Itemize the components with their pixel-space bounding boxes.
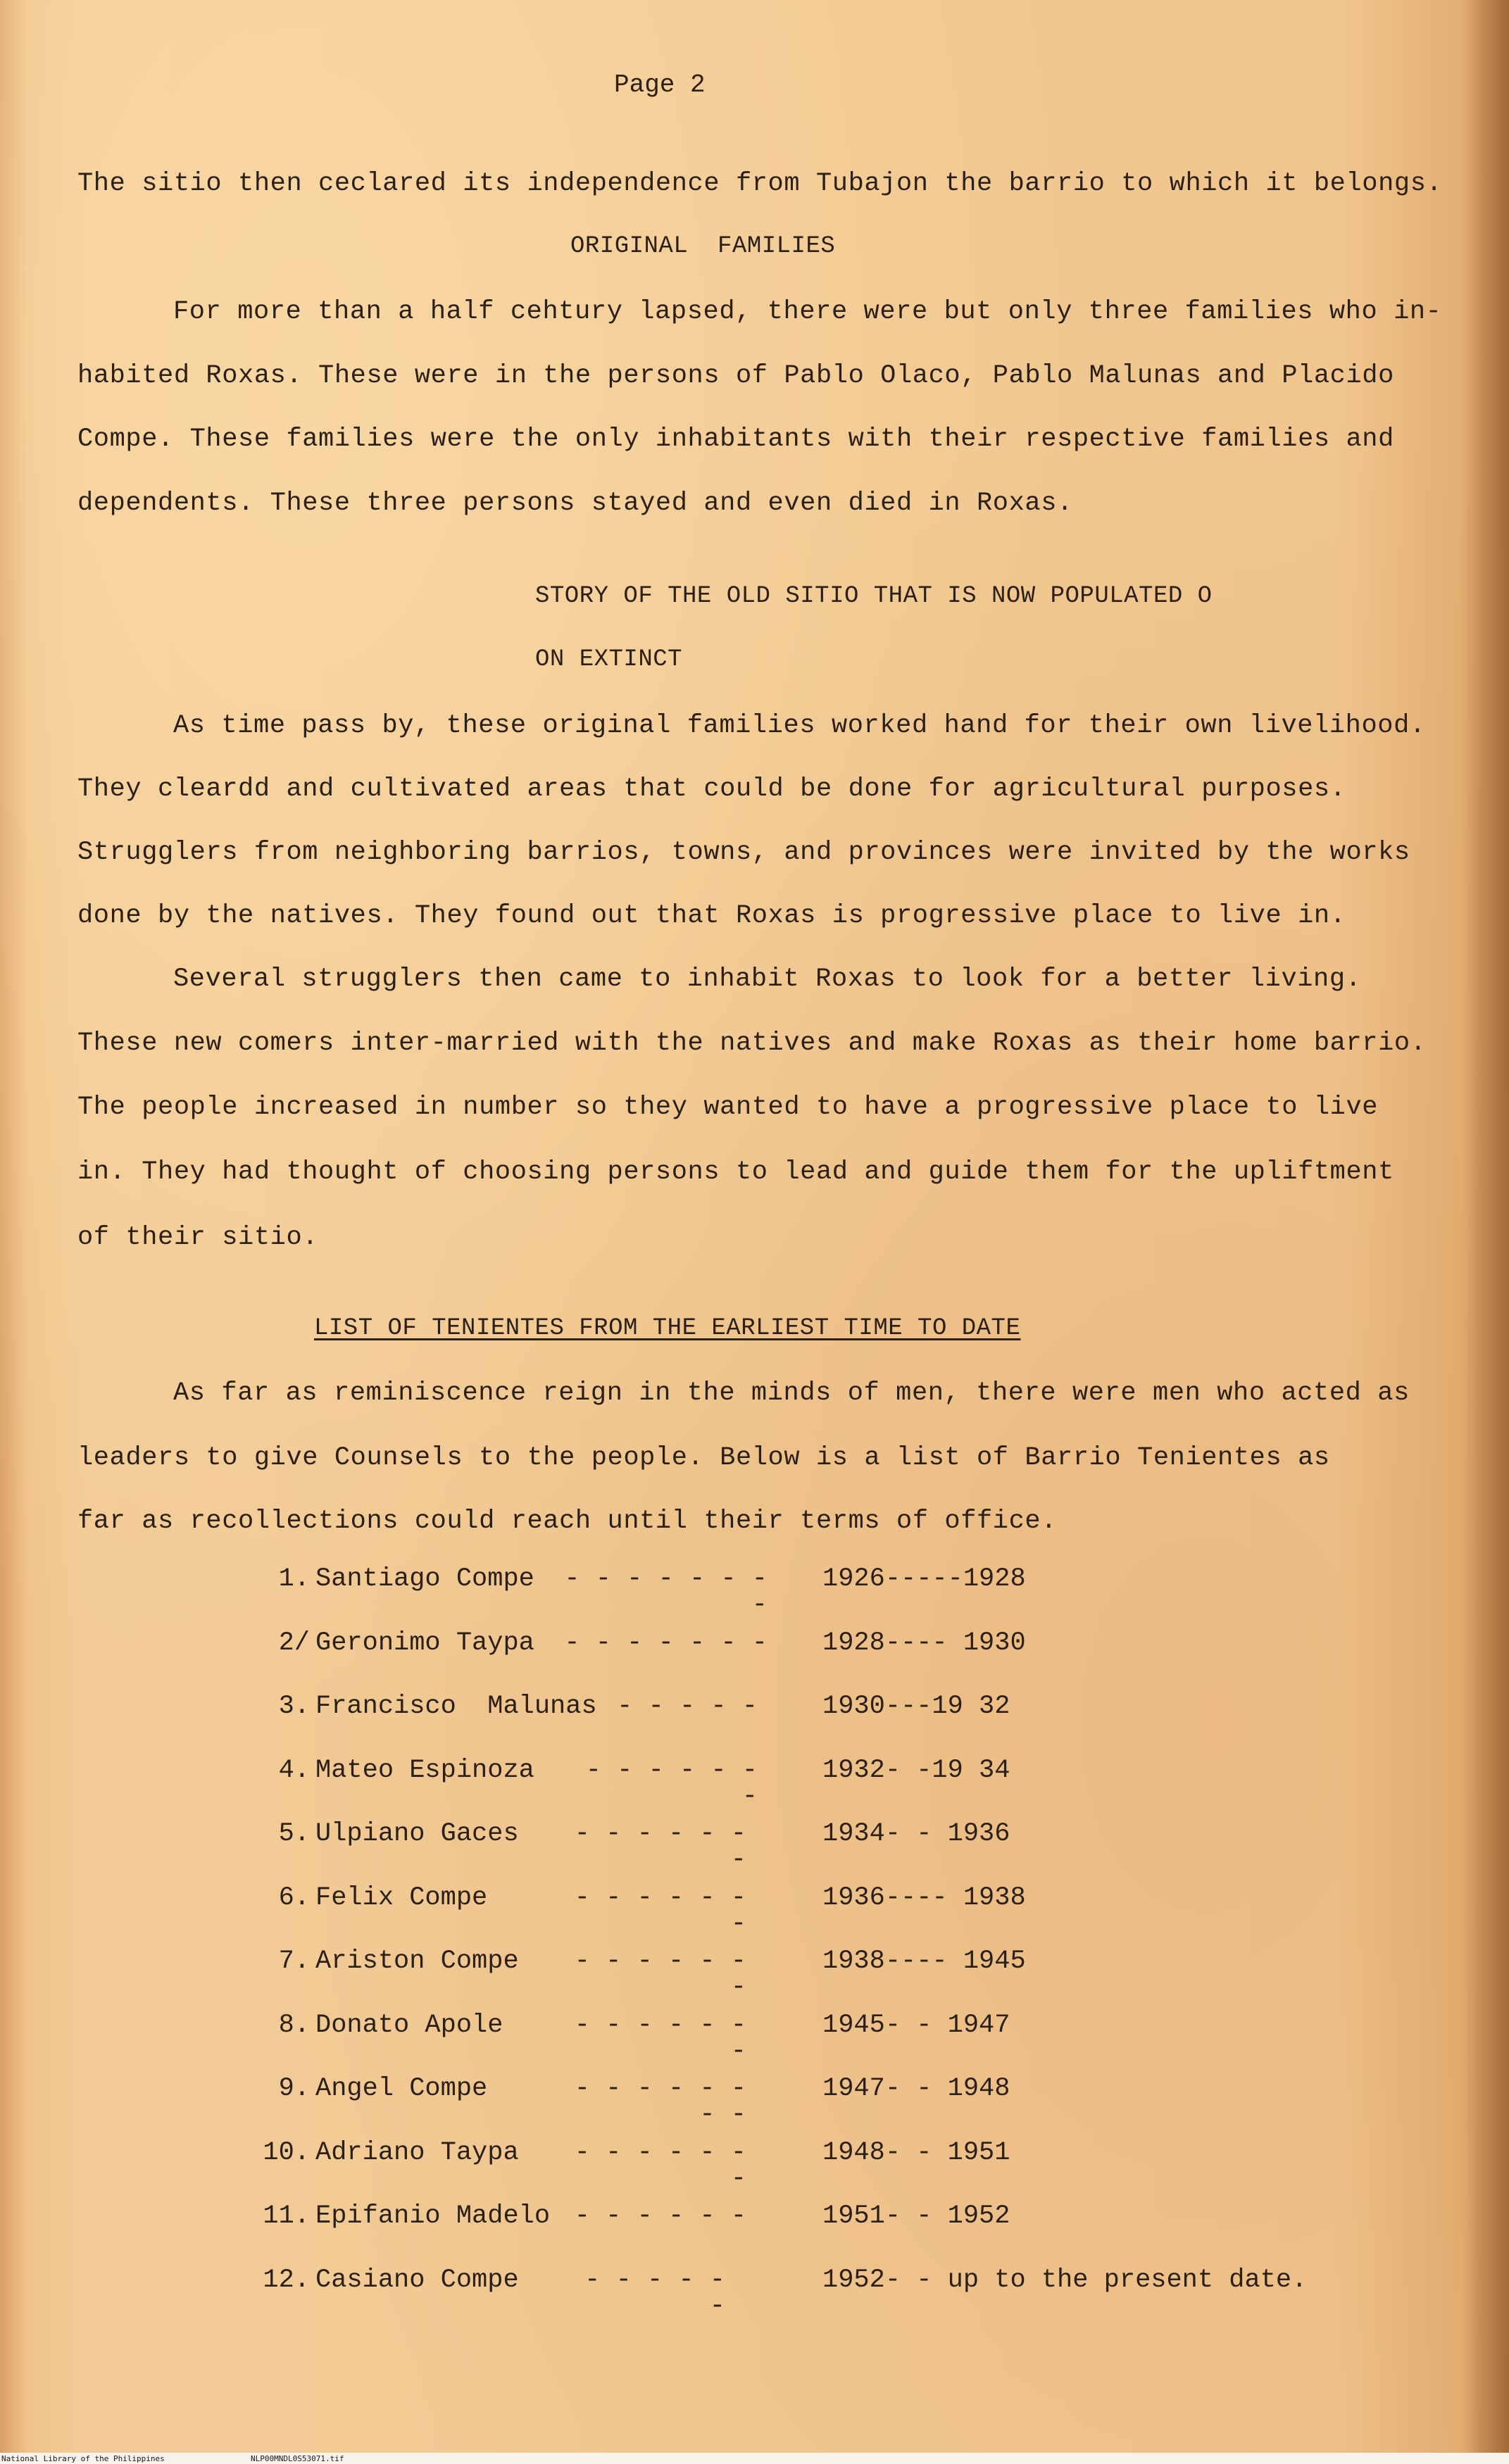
list-item-dashes: - - - - - - - (585, 1755, 758, 1811)
list-item-name: Geronimo Taypa (315, 1628, 534, 1658)
list-item-number: 2/ (278, 1628, 310, 1658)
list-item (253, 1566, 1451, 1630)
list-item-number: 3. (278, 1692, 310, 1721)
tenientes-line-3: far as recollections could reach until their terms of office. (77, 1507, 1058, 1536)
list-item-term: 1934- - 1936 (822, 1819, 1010, 1849)
list-item-term: 1930---19 32 (822, 1692, 1010, 1721)
story-line-2: They cleardd and cultivated areas that could be done for agricultural purposes. (77, 774, 1346, 804)
heading-story-line-1: STORY OF THE OLD SITIO THAT IS NOW POPULATED O (535, 583, 1213, 610)
list-item-term: 1945- - 1947 (822, 2010, 1010, 2040)
list-item-name: Santiago Compe (315, 1564, 534, 1594)
story-line-9: of their sitio. (77, 1223, 319, 1252)
tenientes-line-2: leaders to give Counsels to the people. Below is a list of Barrio Tenientes as (77, 1443, 1330, 1473)
page-edge-shadow (1460, 0, 1509, 2464)
list-item (253, 2137, 1451, 2204)
list-item-name: Casiano Compe (315, 2265, 519, 2295)
list-item-dashes: - - - - - - - (574, 1882, 746, 1939)
intro-line: The sitio then ceclared its independence from Tubajon the barrio to which it belongs. (77, 169, 1443, 199)
list-item (253, 1694, 1451, 1758)
list-item-term: 1932- -19 34 (822, 1755, 1010, 1785)
list-item-dashes: - - - - - - - (564, 1628, 768, 1658)
story-line-5: Several strugglers then came to inhabit Roxas to look for a better living. (173, 964, 1362, 994)
list-item (253, 2010, 1451, 2077)
list-item-term: 1951- - 1952 (822, 2201, 1010, 2231)
scan-footer-bar (0, 2453, 1509, 2464)
list-item-number: 8. (278, 2010, 310, 2040)
list-item (253, 1882, 1451, 1949)
story-line-4: done by the natives. They found out that Roxas is progressive place to live in. (77, 901, 1346, 931)
heading-story-line-2: ON EXTINCT (535, 646, 683, 673)
list-item-number: 12. (263, 2265, 310, 2295)
list-item-term: 1952- - up to the present date. (822, 2265, 1308, 2295)
list-item-name: Ulpiano Gaces (315, 1819, 519, 1849)
list-item-name: Felix Compe (315, 1882, 488, 1913)
list-item-dashes: - - - - - - - (574, 2010, 746, 2066)
tenientes-list (253, 1566, 1451, 2331)
original-families-line-3: Compe. These families were the only inhabitants with their respective families and (77, 425, 1394, 454)
list-item-number: 5. (278, 1819, 310, 1849)
list-item-dashes: - - - - - - (574, 2201, 746, 2231)
list-item-dashes: - - - - - - - (574, 2137, 746, 2194)
page-number: Page 2 (614, 70, 706, 99)
original-families-line-4: dependents. These three persons stayed and even died in Roxas. (77, 489, 1073, 518)
list-item-name: Donato Apole (315, 2010, 503, 2040)
list-item-number: 9. (278, 2074, 310, 2104)
list-item (253, 2265, 1451, 2332)
story-line-7: The people increased in number so they wanted to have a progressive place to live (77, 1093, 1379, 1122)
tenientes-line-1: As far as reminiscence reign in the minds of men, there were men who acted as (173, 1378, 1410, 1408)
list-item (253, 1630, 1451, 1695)
list-item-number: 6. (278, 1882, 310, 1913)
archive-label: National Library of the Philippines (1, 2454, 165, 2463)
list-item-dashes: - - - - - - - (574, 1947, 746, 2002)
list-item-number: 4. (278, 1755, 310, 1785)
list-item (253, 1949, 1451, 2013)
list-item (253, 2076, 1451, 2140)
list-item-dashes: - - - - - - - - (564, 1564, 768, 1620)
list-item-dashes: - - - - - (617, 1692, 758, 1721)
story-line-1: As time pass by, these original families worked hand for their own livelihood. (173, 711, 1426, 741)
list-item-dashes: - - - - - - - (574, 1819, 746, 1875)
list-item-term: 1936---- 1938 (822, 1882, 1026, 1913)
list-item-number: 7. (278, 1947, 310, 1976)
list-item-term: 1926-----1928 (822, 1564, 1026, 1594)
heading-original-families: ORIGINAL FAMILIES (570, 233, 836, 260)
story-line-3: Strugglers from neighboring barrios, towns, and provinces were invited by the works (77, 838, 1410, 867)
list-item-name: Adriano Taypa (315, 2137, 519, 2168)
original-families-line-1: For more than a half cehtury lapsed, there were but only three families who in- (173, 297, 1442, 327)
scan-file-name: NLP00MNDL0S53071.tif (251, 2454, 344, 2463)
story-line-6: These new comers inter-married with the natives and make Roxas as their home barrio. (77, 1029, 1427, 1058)
list-item-term: 1938---- 1945 (822, 1947, 1026, 1976)
list-item-name: Francisco Malunas (315, 1692, 597, 1721)
list-item-dashes: - - - - - - - - (574, 2074, 746, 2130)
original-families-line-2: habited Roxas. These were in the persons of Pablo Olaco, Pablo Malunas and Placido (77, 361, 1394, 391)
list-item-name: Angel Compe (315, 2074, 488, 2104)
list-item-term: 1947- - 1948 (822, 2074, 1010, 2104)
list-item-name: Ariston Compe (315, 1947, 519, 1976)
list-item-name: Mateo Espinoza (315, 1755, 534, 1785)
list-item-term: 1928---- 1930 (822, 1628, 1026, 1658)
heading-tenientes: LIST OF TENIENTES FROM THE EARLIEST TIME TO DATE (314, 1315, 1021, 1342)
list-item-dashes: - - - - - - (584, 2265, 725, 2321)
list-item (253, 1821, 1451, 1885)
list-item-number: 1. (278, 1564, 310, 1594)
list-item-term: 1948- - 1951 (822, 2137, 1010, 2168)
list-item-name: Epifanio Madelo (315, 2201, 551, 2231)
list-item (253, 1755, 1451, 1822)
list-item (253, 2201, 1451, 2268)
list-item-number: 11. (263, 2201, 310, 2231)
list-item-number: 10. (263, 2137, 310, 2168)
story-line-8: in. They had thought of choosing persons to lead and guide them for the upliftment (77, 1157, 1394, 1187)
